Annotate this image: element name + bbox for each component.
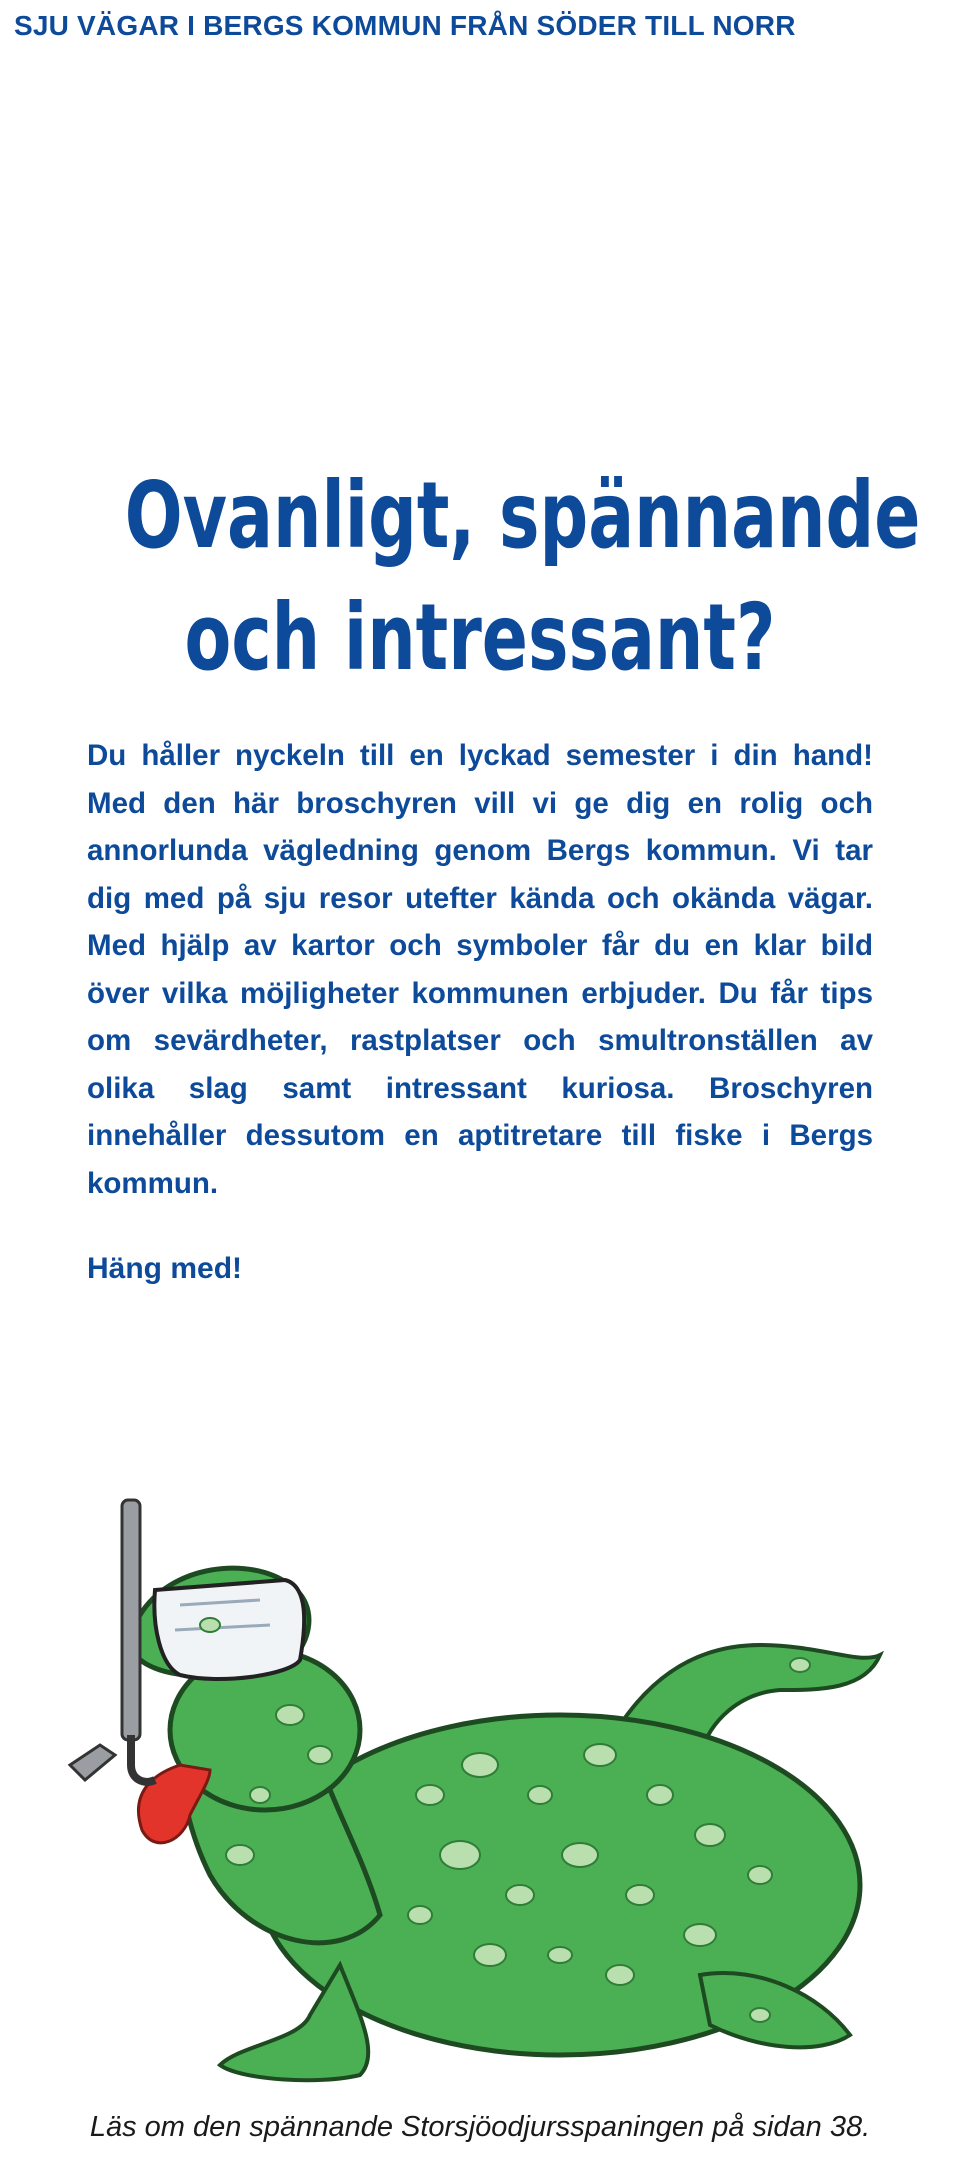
caption: Läs om den spännande Storsjöodjursspaningen på sidan 38. — [89, 2111, 871, 2143]
closing-line: Häng med! — [87, 1252, 243, 1285]
intro-paragraph: Du håller nyckeln till en lyckad semester i din hand! Med den här broschyren vill vi ge dig en rolig och annorlunda vägledning genom Bergs kommun. Vi tar dig med på sju resor utefter kända och okända vägar. Med hjälp av kartor och symboler får du en klar bild över vilka möjligheter kommunen erbjuder. Du får tips om sevärdheter, rastplatser och smultronställen av olika slag samt intressant kuriosa. Broschyren innehåller dessutom en aptitretare till fiske i Bergs kommun. — [87, 739, 873, 1200]
page-title-line-1: Ovanligt, spännande — [124, 462, 921, 569]
page-title-line-2: och intressant? — [184, 584, 776, 691]
intro-text — [87, 732, 873, 1207]
page-title — [124, 455, 921, 699]
page-header: SJU VÄGAR I BERGS KOMMUN FRÅN SÖDER TILL NORR — [14, 10, 796, 41]
lake-monster-snorkel-illustration — [60, 1495, 920, 2090]
